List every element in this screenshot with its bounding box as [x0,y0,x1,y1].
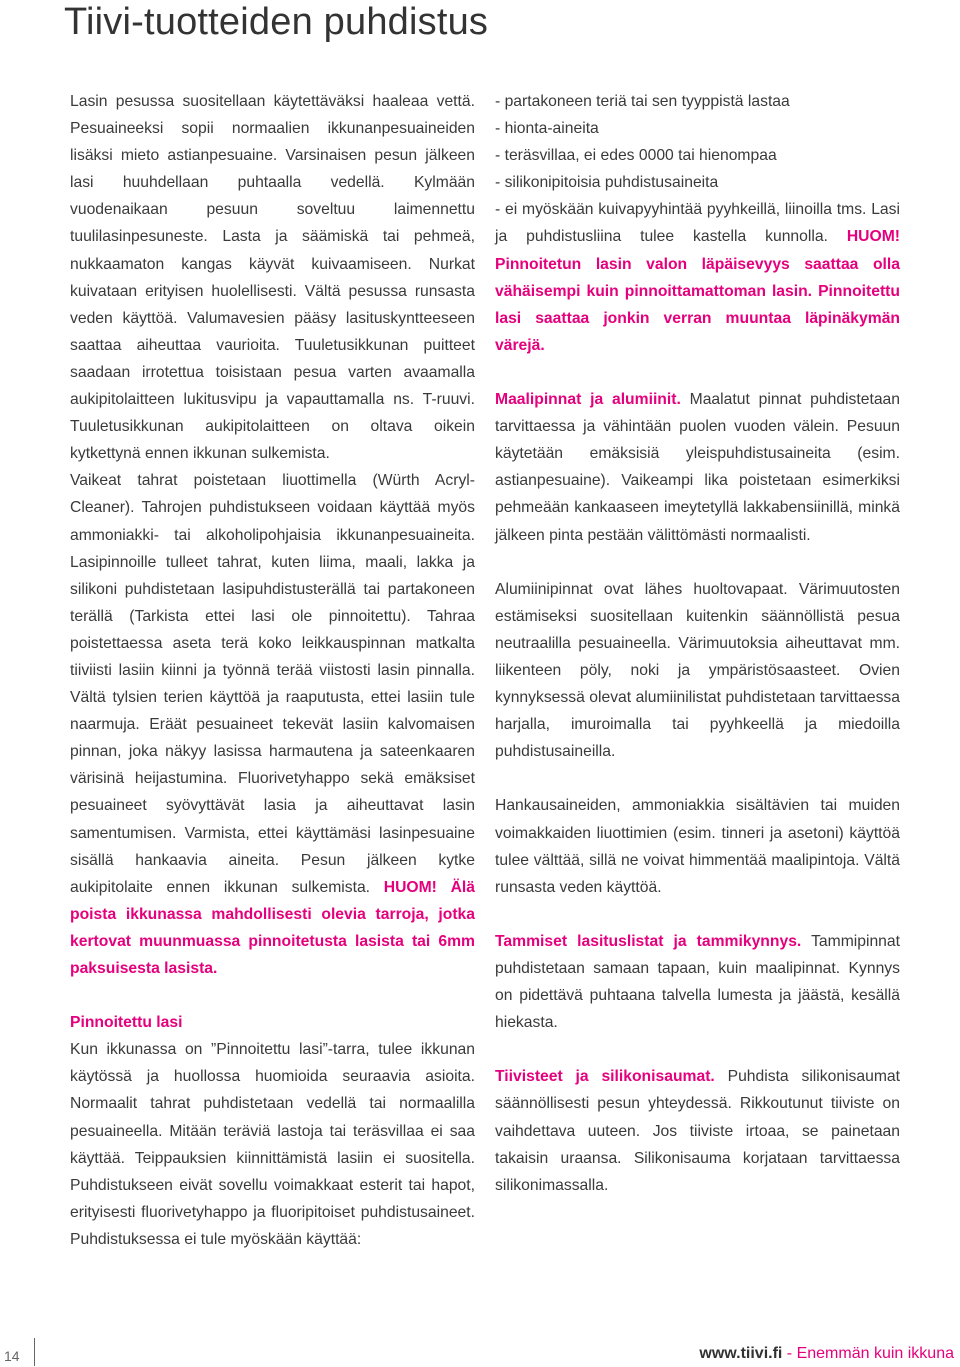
stains-text: Vaikeat tahrat poistetaan liuottimella (Würth Acryl-Cleaner). Tahrojen puhdistukseen voidaan käyttää myös ammoniakki- tai alkoholipohjaisia ikkunanpesuaineita. Lasipinnoille tulleet tahrat, kuten liima, maali, lakka ja silikoni puhdistetaan lasipuhdistusterällä tai partakoneen terällä (Tarkista ettei lasi ole pinnoitettu). Tahraa poistettaessa aseta terä koko leikkauspinnan matkalta tiiviisti lasiin kiinni ja työnnä terää viistosti lasin pinnalla. Vältä tylsien terien käyttöä ja raaputusta, ettei lasiin tule naarmuja. Eräät pesuaineet tekevät lasiin kalvomaisen pinnan, joka näkyy lasissa harmautena ja sateenkaaren värisinä heijastumina. Fluorivetyhappo sekä emäksiset pesuaineet syövyttävät lasia ja aiheuttavat lasin samentumisen. Varmista, ettei käyttämäsi lasinpesuaine sisällä hankaavia aineita. Pesun jälkeen kytke aukipitolaite ennen ikkunan sulkemista. [70,472,475,896]
coated-glass-heading: Pinnoitettu lasi [70,1014,183,1032]
paragraph-oak [495,928,900,1036]
paragraph-coated-glass [70,1009,475,1253]
seals-heading: Tiivisteet ja silikonisaumat. [495,1068,715,1086]
page-number: 14 [4,1348,20,1364]
paragraph-abrasives: Hankausaineiden, ammoniakkia sisältävien tai muiden voimakkaiden liuottimien (esim. tinneri ja asetoni) käyttöä tulee välttää, sillä ne voivat himmentää maalipintoja. Vältä runsasta veden käyttöä. [495,797,900,896]
paint-text: Maalatut pinnat puhdistetaan tarvittaessa ja vähintään puolen vuoden välein. Pesuun käytetään emäksisiä yleispuhdistusaineita (esim. astianpesuaine). Vaikeampi lika poistetaan esimerkiksi pehmeään kankaaseen imeytetyllä lakkabensiinillä, minkä jälkeen pinta pestään välittömästi normaalisti. [495,391,900,544]
coated-glass-text: Kun ikkunassa on ”Pinnoitettu lasi”-tarra, tulee ikkunan käytössä ja huollossa huomioida seuraavia asioita. Normaalit tahrat puhdistetaan vedellä tai normaalilla pesuaineella. Mitään teräviä lastoja tai teräsvillaa ei saa käyttää. Teippauksien kiinnittämistä lasiin ei suositella. Puhdistukseen eivät sovellu voimakkaat esterit tai hapot, erityisesti fluorivetyhappo ja fluoripitoiset puhdistusaineet. Puhdistuksessa ei tule myöskään käyttää: [70,1041,475,1248]
footer-url[interactable]: www.tiivi.fi [699,1345,783,1362]
footer-divider [34,1338,35,1366]
forbidden-list [495,88,900,359]
stains-warning: HUOM! Älä poista ikkunassa mahdollisesti olevia tarroja, jotka kertovat muunmuassa pinnoitetusta lasista tai 6mm paksuisesta lasista. [70,878,475,977]
oak-heading: Tammiset lasituslistat ja tammikynnys. [495,932,802,950]
oak-text: Tammipinnat puhdistetaan samaan tapaan, kuin maalipinnat. Kynnys on pidettävä puhtaana talvella lumesta ja jäästä, kesällä hiekasta. [495,932,900,1032]
list-item: - teräsvillaa, ei edes 0000 tai hienompaa [495,147,777,165]
list-item: - ei myöskään kuivapyyhintää pyyhkeillä, liinoilla tms. Lasi ja puhdistusliina tulee kastella kunnolla. [495,201,900,246]
paragraph-seals [495,1063,900,1198]
seals-text: Puhdista silikonisaumat säännöllisesti pesun yhteydessä. Rikkoutunut tiiviste on vaihdettava uuteen. Jos tiiviste irtoaa, se painetaan takaisin uraansa. Silikonisauma korjataan tarvittaessa silikonimassalla. [495,1068,901,1194]
right-column [495,88,900,1226]
paragraph-aluminium: Alumiinipinnat ovat lähes huoltovapaat. Värimuutosten estämiseksi suositellaan kuitenkin säännöllistä pesua neutraalilla pesuaineella. Värimuutoksia aiheuttavat mm. liikenteen pöly, noki ja ympäristösaasteet. Ovien kynnyksessä olevat alumiinilistat puhdistetaan tarvittaessa harjalla, imuroimalla tai pyyhkeellä ja miedoilla puhdistusaineilla. [495,580,900,761]
list-item: - hionta-aineita [495,120,599,138]
paragraph-washing: Lasin pesussa suositellaan käytettäväksi haaleaa vettä. Pesuaineeksi sopii normaalien ikkunanpesuaineiden lisäksi mieto astianpesuaine. Varsinaisen pesun jälkeen lasi huuhdellaan puhtaalla vedellä. Kylmään vuodenaikaan pesuun soveltuu laimennettu tuulilasinpesuneste. Lasta ja säämiskä tai pehmeä, nukkaamaton kangas käyvät kuivaamiseen. Nurkat kuivataan erityisen huolellisesti. Vältä pesussa runsasta veden käyttöä. Valumavesien pääsy lasituskyntteeseen saattaa aiheuttaa vaurioita. Tuuletusikkunan puitteet saadaan irrotettua toisistaan pesua varten avaamalla aukipitolaitteen lukitusvipu ja vapauttamalla ns. T-ruuvi. Tuuletusikkunan aukipitolaitteen on oltava oikein kytkettynä ennen ikkunan sulkemista. [70,93,475,463]
paragraph-paint [495,386,900,549]
coated-color-warning: Pinnoitettu lasi saattaa jonkin verran muuntaa läpinäkymän värejä. [495,282,900,354]
list-item: - partakoneen teriä tai sen tyyppistä lastaa [495,93,790,110]
coated-warning: HUOM! Pinnoitetun lasin valon läpäisevyys saattaa olla vähäisempi kuin pinnoittamattoman lasin. [495,228,900,300]
left-column [70,88,475,1253]
paragraph-stains [70,467,475,982]
paint-heading: Maalipinnat ja alumiinit. [495,391,681,409]
list-item: - silikonipitoisia puhdistusaineita [495,174,719,192]
page-title: Tiivi-tuotteiden puhdistus [64,1,489,43]
page-footer [0,1338,960,1366]
footer-brand [699,1345,954,1363]
footer-slogan: - Enemmän kuin ikkuna [782,1345,954,1362]
